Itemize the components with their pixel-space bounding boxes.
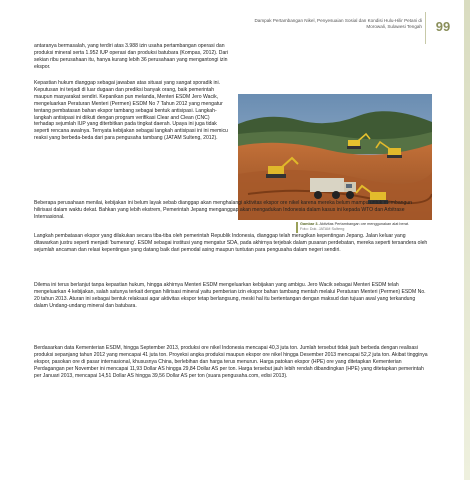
paragraph-1: antaranya bermasalah, yang terdiri atas 3.988 izin usaha pertambangan operasi dan produksi mineral serta 1.952 IUP operasi dan produksi batubara (Kompas, 2012). Dari sekian ribu perusahaan itu, hanya kurang lebih 36 perusahaan yang mengantongi izin ekspor.: [34, 43, 229, 70]
figure-caption: [300, 222, 440, 232]
paragraph-3: Beberapa perusahaan menilai, kebijakan ini belum layak sebab dianggap akan menghalangi aktivitas ekspor ore nikel karena mereka belum mampu untuk membangun hilirisasi dalam waktu dekat. Bahkan yang lebih ekstrem, Pemerintah Jepang menganggap akan mengadukan Indonesia dalam kasus ini kepada WTO dan Arbitrase Internasional.: [34, 200, 413, 220]
paragraph-6: Berdasarkan data Kementerian ESDM, hingga September 2013, produksi ore nikel Indonesia mencapai 40,3 juta ton. Jumlah tersebut tidak jauh berbeda dengan realisasi produksi sepanjang tahun 2012 yang mencapai 41 juta ton. Proyeksi angka produksi maupun ekspor ore nikel hingga Desember 2013 mencapai 52,2 juta ton. Akibat tingginya ekspor, pasokan ore di pasar internasional, khususnya China, berlebihan dan harga terus menurun. Harga patokan ekspor (HPE) ore yang ditetapkan Kementerian Perdagangan per November ini mencapai 11,93 Dollar AS hingga 29,84 Dollar AS per ton. Harga tersebut jauh lebih rendah dibandingkan (HPE) yang ditetapkan pemerintah per Januari 2013, mencapai 14,51 Dollar AS hingga 39,56 Dollar AS per ton (suara pengusaha.com, edisi 2013).: [34, 345, 428, 379]
figure-label: Gambar 3.: [300, 222, 319, 226]
header-divider: [425, 12, 426, 44]
paragraph-5: Dilema ini terus berlanjut tanpa kepastian hukum, hingga akhirnya Menteri ESDM mengeluarkan kebijakan yang ambigu. Jero Wacik sebagai Menteri ESDM telah mengeluarkan 4 kebijakan, salah satunya terkait dengan hilirisasi mineral yaitu pemberian izin ekspor bahan tambang mentah melalui Peraturan Menteri (Permen) ESDM No. 20 tahun 2013. Aturan ini sebagai bentuk relaksasi agar aktivitas ekspor tetap berlangsung, meski hal itu bertentangan dengan maksud dan tujuan awal yang terkandung dalam Undang-undang mineral dan batubara.: [34, 282, 426, 309]
caption-accent: [296, 222, 298, 233]
running-header: Dampak Pertambangan Nikel, Penyesuaian Sosial dan Kondisi Hulu-Hilir Petani di Morowali, Sulawesi Tengah: [254, 18, 422, 29]
figure-caption-text: Aktivitas Pertambangan ore menggunakan alat berat.: [319, 222, 410, 226]
paragraph-2: Kepastian hukum dianggap sebagai jawaban atas situasi yang sangat sporadik ini. Keputusan ini terjadi di luar dugaan dan prediksi banyak orang, baik pemerintah maupun masyarakat sendiri. Kepanikan pun melanda, Menteri ESDM Jero Wacik, mengeluarkan Peraturan Menteri (Permen) ESDM No 7 Tahun 2012 yang mengatur tentang pembatasan bahan ekspor tambang sebagai bentuk antisipasi. Langkah-langkah antisipasi ini diikuti dengan program verifikasi Clear and Clean (CNC) terhadap sejumlah IUP yang diterbitkan pada tingkat daerah. Upaya ini juga tidak seperti rencana awalnya. Ternyata kebijakan sebagai langkah antisipasi ini ini memicu reaksi yang berbeda-beda dari para pengusaha tambang (JATAM Sulteng, 2012).: [34, 80, 228, 142]
figure-source: Foto: Dok. JATAM Sulteng: [300, 227, 345, 231]
page-number: 99: [435, 19, 451, 34]
paragraph-4: Langkah pembatasan ekspor yang dilakukan secara tiba-tiba oleh pemerintah Republik Indonesia, dianggap telah merugikan kepentingan Jepang. Jalan keluar yang ditawarkan justru seperti menjadi 'bumerang'. ESDM sebagai institusi yang mengatur SDA, pada akhirnya terjebak dalam pusaran perdebatan, mereka seperti tersandera oleh sejumlah ancaman dan relasi kepentingan yang datang baik dari pemodal asing maupun tuntutan para pengusaha dalam negeri sendiri.: [34, 233, 428, 253]
page-edge-band: [464, 0, 470, 480]
